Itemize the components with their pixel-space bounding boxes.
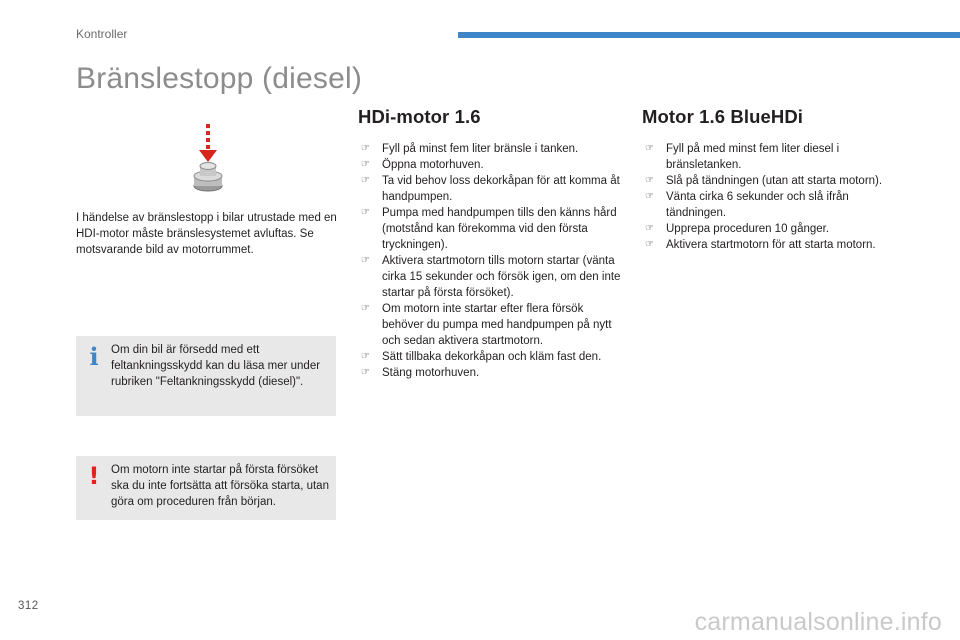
info-box xyxy=(76,336,336,416)
list-item: ☞ Aktivera startmotorn tills motorn startar (vänta cirka 15 sekunder och försök igen, om den inte startar på första försöket). xyxy=(361,255,621,299)
list-item: ☞ Slå på tändningen (utan att starta motorn). xyxy=(645,175,883,187)
pointing-hand-icon: ☞ xyxy=(645,239,654,250)
pointing-hand-icon: ☞ xyxy=(361,143,370,154)
intro-text: I händelse av bränslestopp i bilar utrustade med en HDI-motor måste bränslesystemet avluftas. Se motsvarande bild av motorrummet. xyxy=(76,212,337,256)
pointing-hand-icon: ☞ xyxy=(361,255,370,266)
list-item: ☞ Upprepa proceduren 10 gånger. xyxy=(645,223,830,235)
warning-icon: ! xyxy=(88,462,100,490)
page-title: Bränslestopp (diesel) xyxy=(76,62,363,95)
hdi-heading: HDi-motor 1.6 xyxy=(358,106,481,127)
hdi-section xyxy=(358,106,628,381)
info-icon: i xyxy=(89,342,99,371)
list-item: ☞ Pumpa med handpumpen tills den känns hård (motstånd kan förekomma vid den första tryckningen). xyxy=(361,207,617,251)
header-accent-bar xyxy=(458,32,960,38)
pointing-hand-icon: ☞ xyxy=(361,367,370,378)
list-item: ☞ Aktivera startmotorn för att starta motorn. xyxy=(645,239,876,251)
bluehdi-steps xyxy=(642,141,912,253)
hdi-steps xyxy=(358,141,628,381)
pointing-hand-icon: ☞ xyxy=(361,351,370,362)
pointing-hand-icon: ☞ xyxy=(361,159,370,170)
warning-box xyxy=(76,456,336,520)
hand-pump-icon xyxy=(184,122,232,194)
pointing-hand-icon: ☞ xyxy=(645,143,654,154)
pointing-hand-icon: ☞ xyxy=(645,223,654,234)
list-item: ☞ Stäng motorhuven. xyxy=(361,367,480,379)
page-number: 312 xyxy=(18,600,39,612)
list-item: ☞ Ta vid behov loss dekorkåpan för att komma åt handpumpen. xyxy=(361,175,620,203)
watermark: carmanualsonline.info xyxy=(694,608,942,636)
list-item: ☞ Om motorn inte startar efter flera försök behöver du pumpa med handpumpen på nytt och sedan aktivera startmotorn. xyxy=(361,303,612,347)
section-label: Kontroller xyxy=(76,27,128,41)
list-item: ☞ Sätt tillbaka dekorkåpan och kläm fast den. xyxy=(361,351,602,363)
list-item: ☞ Fyll på med minst fem liter diesel i bränsletanken. xyxy=(645,143,840,171)
info-text: Om din bil är försedd med ett feltankningsskydd kan du läsa mer under rubriken "Feltankningsskydd (diesel)". xyxy=(111,344,321,388)
list-item: ☞ Fyll på minst fem liter bränsle i tanken. xyxy=(361,143,579,155)
pointing-hand-icon: ☞ xyxy=(361,303,370,314)
warning-text: Om motorn inte startar på första försöket ska du inte fortsätta att försöka starta, utan göra om proceduren från början. xyxy=(111,464,329,508)
bluehdi-heading: Motor 1.6 BlueHDi xyxy=(642,106,804,127)
pointing-hand-icon: ☞ xyxy=(361,175,370,186)
list-item: ☞ Öppna motorhuven. xyxy=(361,159,484,171)
pointing-hand-icon: ☞ xyxy=(645,175,654,186)
pointing-hand-icon: ☞ xyxy=(361,207,370,218)
pointing-hand-icon: ☞ xyxy=(645,191,654,202)
list-item: ☞ Vänta cirka 6 sekunder och slå ifrån tändningen. xyxy=(645,191,849,219)
bluehdi-section xyxy=(642,106,912,253)
